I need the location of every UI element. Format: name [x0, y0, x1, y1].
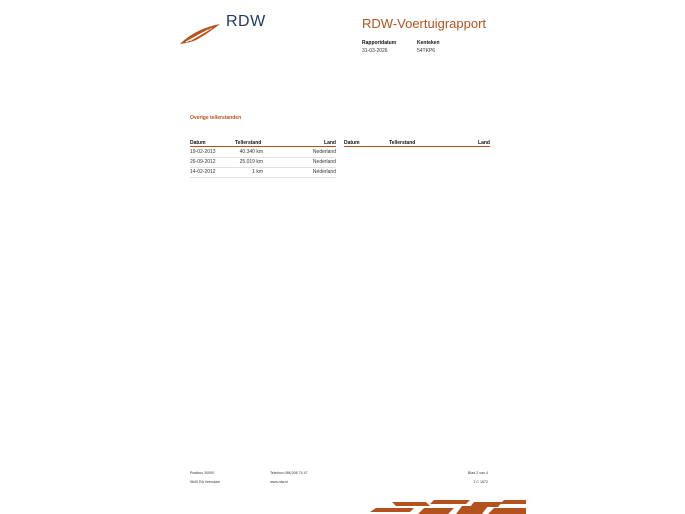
footer-address: 9640 RA Veendam — [190, 480, 220, 484]
report-date-value: 31-03-2026 — [362, 48, 388, 54]
col-country-header-2: Land — [478, 140, 490, 146]
row-divider — [190, 177, 336, 178]
col-date-header-2: Datum — [344, 140, 360, 146]
footer-phone: Telefoon 088 008 74 47 — [270, 471, 308, 475]
logo-text: RDW — [226, 13, 266, 30]
report-date-label: Rapportdatum — [362, 40, 397, 46]
row-2-reading: 25.019 km — [239, 159, 263, 165]
plate-label: Kenteken — [417, 40, 440, 46]
header-divider-2 — [344, 146, 490, 147]
row-divider — [190, 167, 336, 168]
row-2-date: 26-09-2012 — [190, 159, 216, 165]
footer-page-number: Blad 2 van 4 — [468, 471, 488, 475]
report-title: RDW-Voertuigrapport — [362, 16, 487, 31]
footer-postbus: Postbus 30000 — [190, 471, 214, 475]
col-reading-header-2: Tellerstand — [389, 140, 416, 146]
header-divider — [190, 146, 336, 147]
plate-value: 54TKP6 — [417, 48, 436, 54]
row-1-country: Nederland — [312, 149, 336, 155]
footer-code: 3 C 1672 — [473, 480, 488, 484]
row-3-country: Nederland — [312, 169, 336, 175]
row-divider — [190, 157, 336, 158]
footer-website: www.rdw.nl — [270, 480, 288, 484]
row-1-reading: 40.340 km — [239, 149, 263, 155]
row-1-date: 19-02-2013 — [190, 149, 216, 155]
section-title: Overige tellerstanden — [190, 115, 242, 121]
decorative-stripes-icon — [370, 498, 526, 514]
col-date-header: Datum — [190, 140, 206, 146]
row-3-date: 14-02-2012 — [190, 169, 216, 175]
col-reading-header: Tellerstand — [235, 140, 262, 146]
col-country-header: Land — [324, 140, 336, 146]
row-3-reading: 1 km — [252, 169, 263, 175]
rdw-logo-icon — [178, 22, 222, 46]
row-2-country: Nederland — [312, 159, 336, 165]
